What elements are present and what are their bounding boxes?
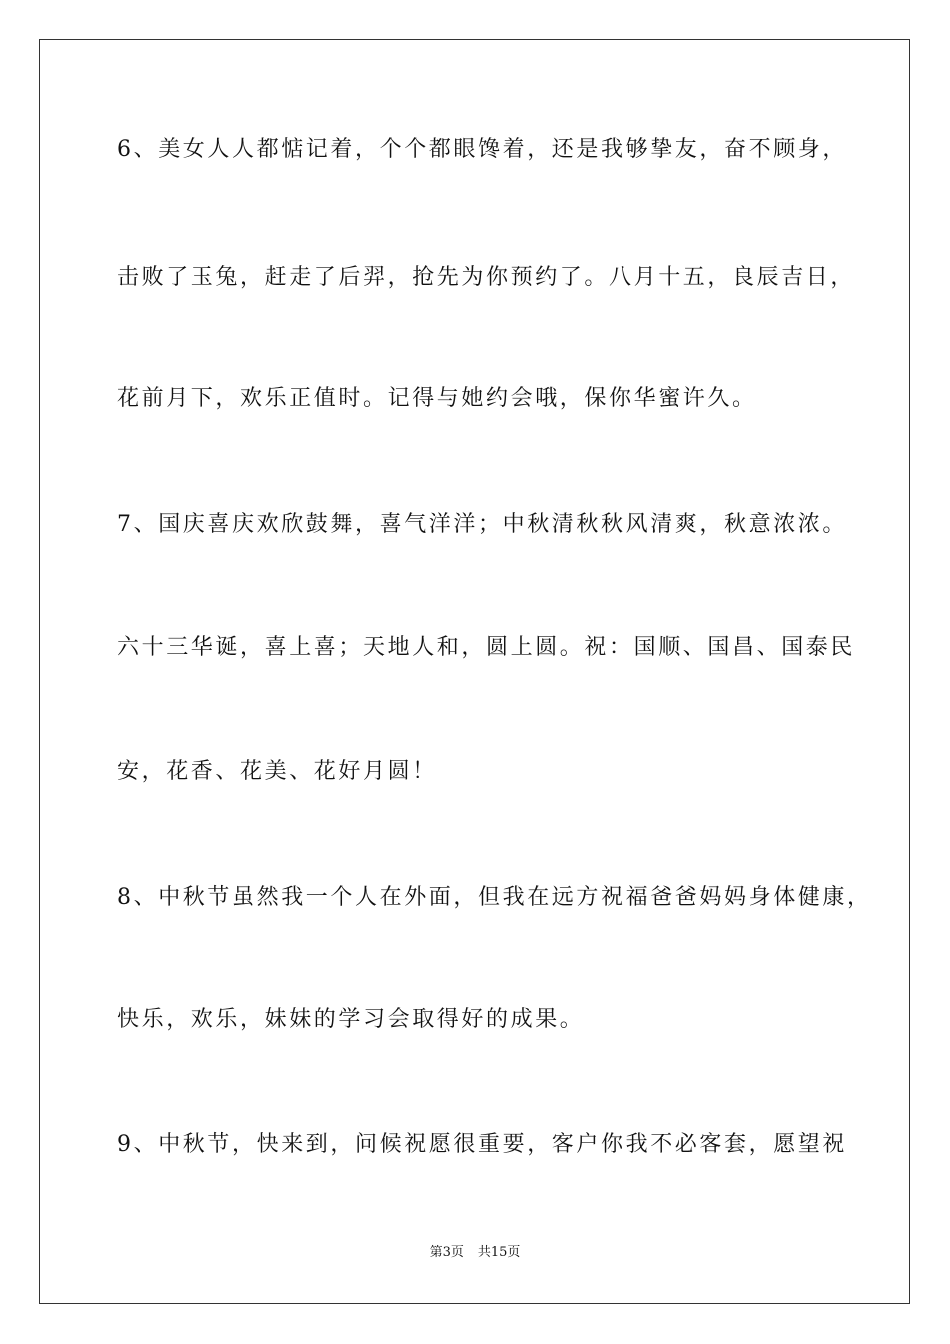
text-line: 9、中秋节，快来到，问候祝愿很重要，客户你我不必客套，愿望祝 xyxy=(117,1132,847,1157)
text-line: 7、国庆喜庆欢欣鼓舞，喜气洋洋；中秋清秋秋风清爽，秋意浓浓。 xyxy=(117,512,847,537)
text-line: 花前月下，欢乐正值时。记得与她约会哦，保你华蜜许久。 xyxy=(117,386,757,411)
page-total: 共15页 xyxy=(477,1245,521,1260)
text-line: 8、中秋节虽然我一个人在外面，但我在远方祝福爸爸妈妈身体健康， xyxy=(117,885,872,910)
text-line: 快乐，欢乐，妹妹的学习会取得好的成果。 xyxy=(117,1007,585,1032)
page-border xyxy=(39,39,910,1304)
page-footer xyxy=(0,1244,950,1262)
text-line: 击败了玉兔，赶走了后羿，抢先为你预约了。八月十五，良辰吉日， xyxy=(117,265,856,290)
text-line: 6、美女人人都惦记着，个个都眼馋着，还是我够挚友，奋不顾身， xyxy=(117,137,847,162)
text-line: 安，花香、花美、花好月圆！ xyxy=(117,759,437,784)
text-line: 六十三华诞，喜上喜；天地人和，圆上圆。祝：国顺、国昌、国泰民 xyxy=(117,635,856,660)
page-number: 第3页 xyxy=(429,1245,464,1260)
